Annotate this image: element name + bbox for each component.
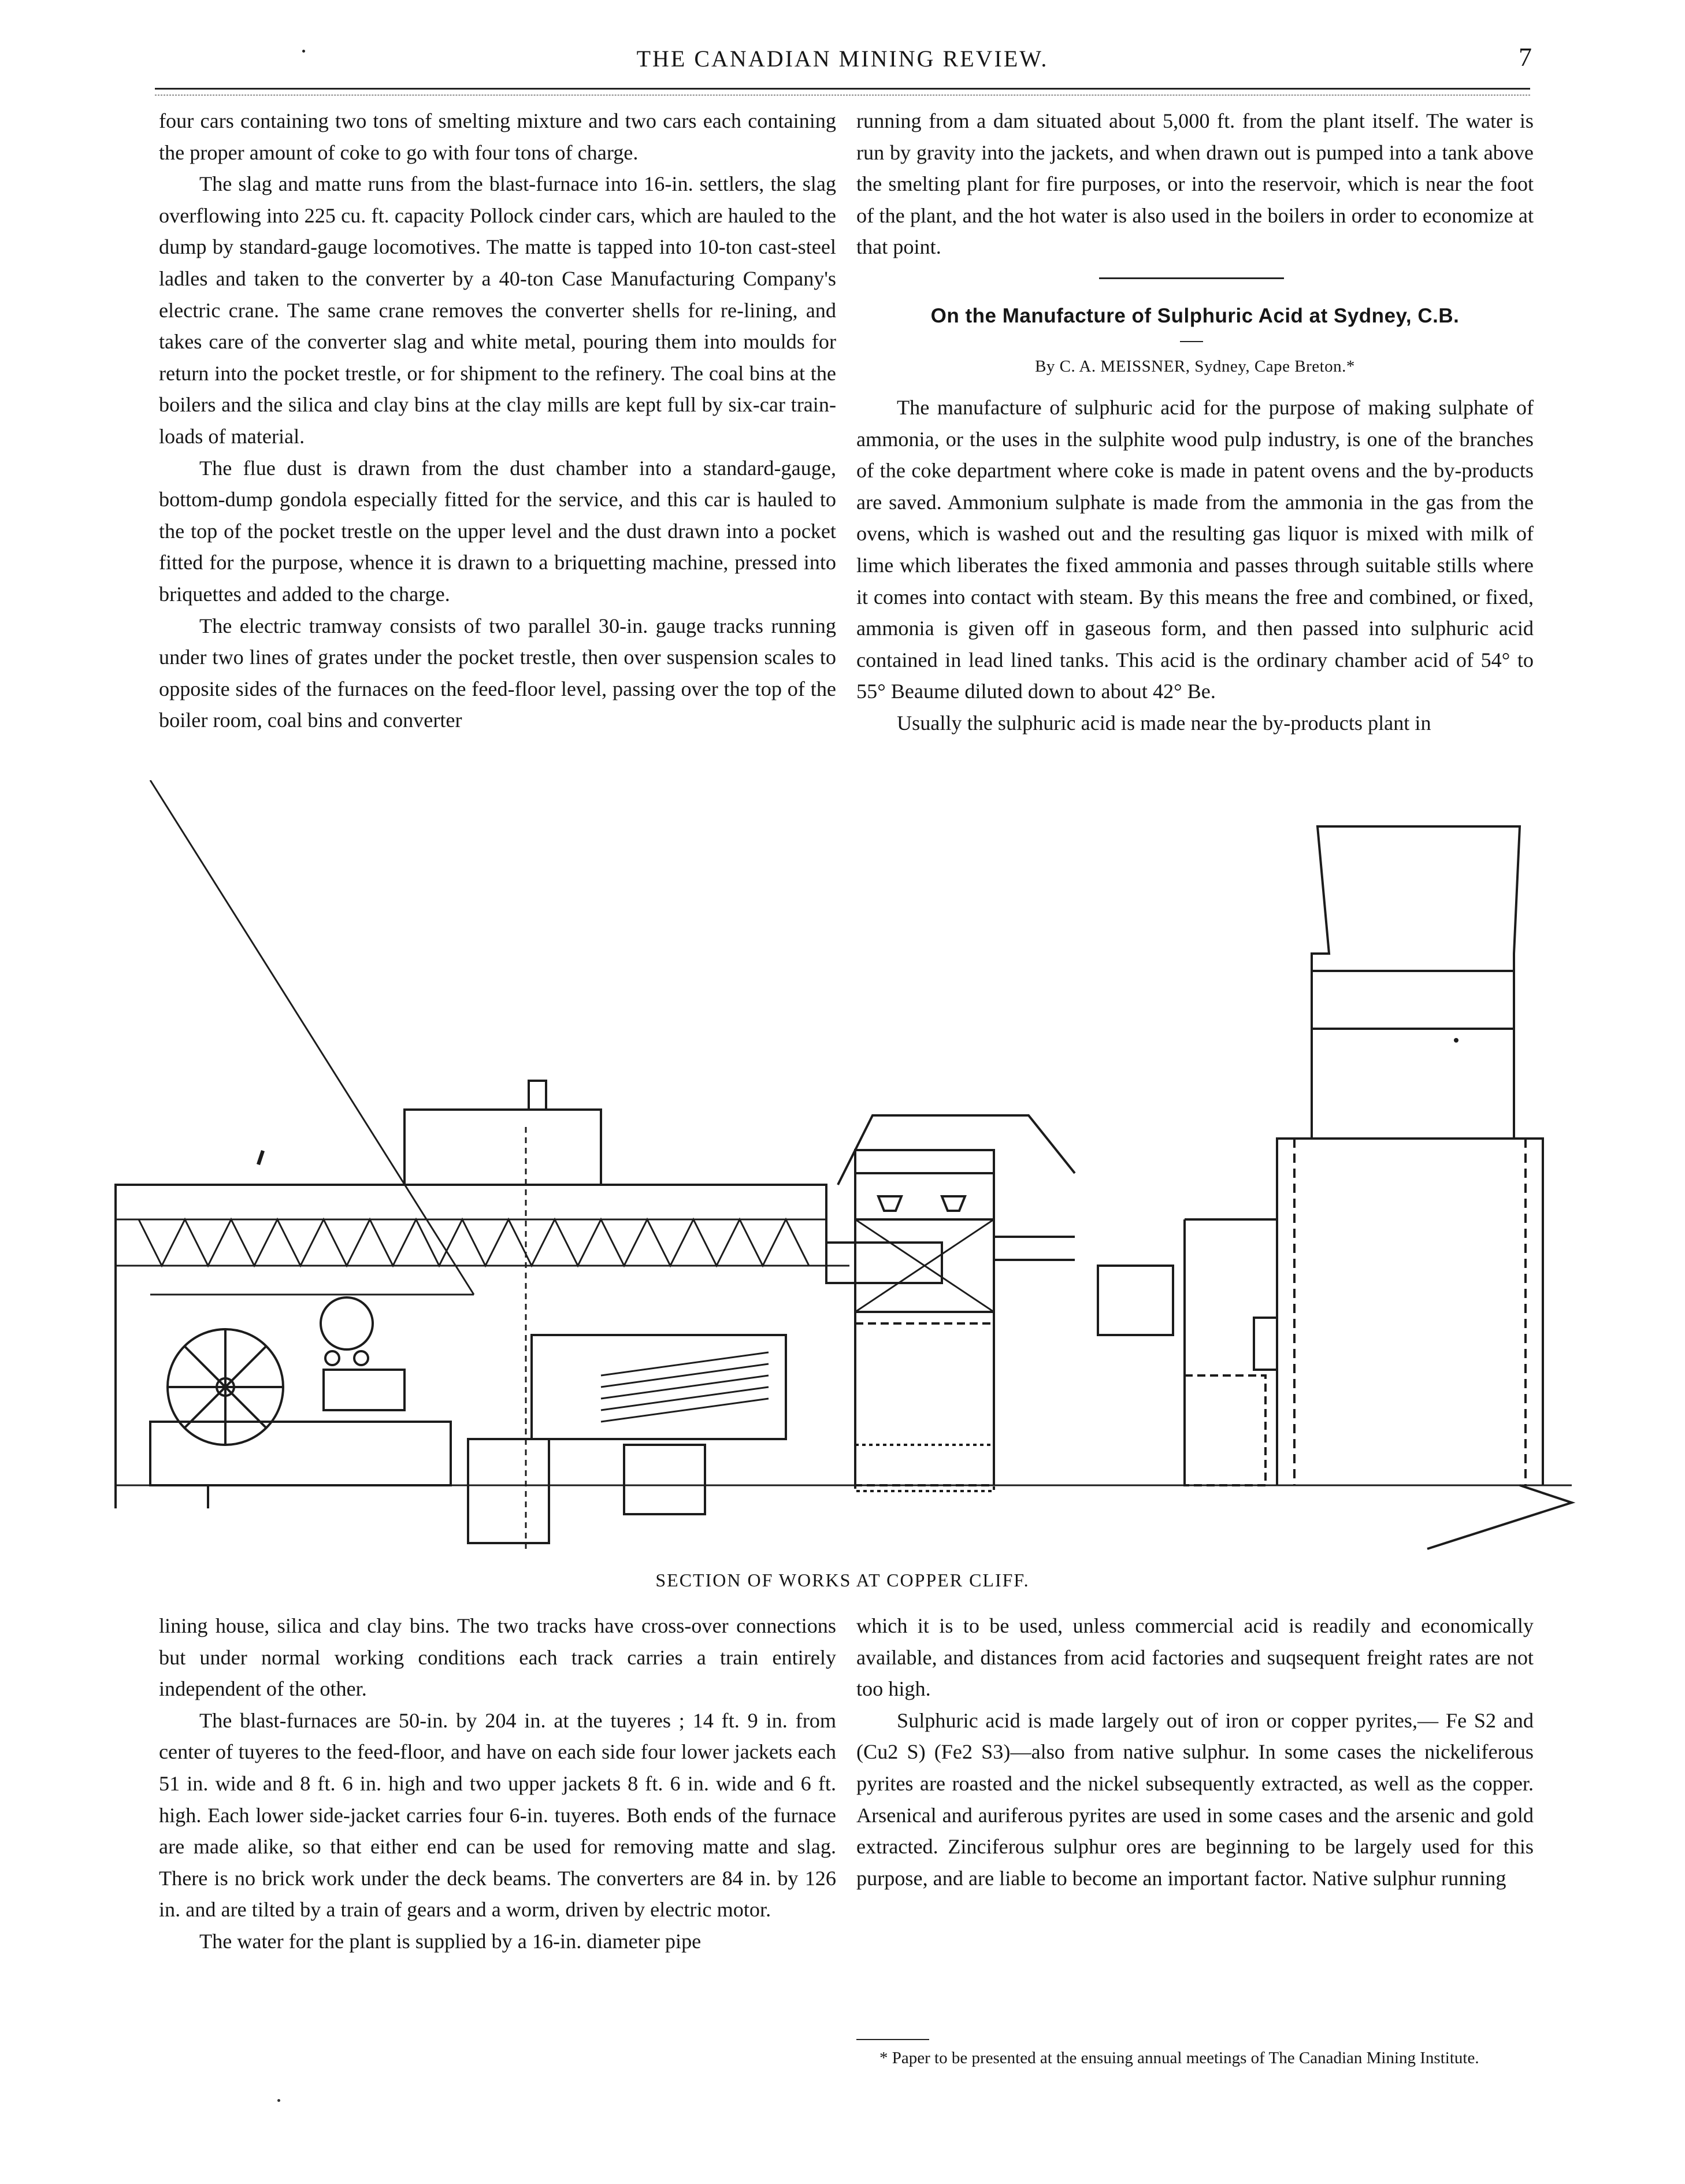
section-divider: [1099, 277, 1284, 279]
pen-mark: [257, 1150, 265, 1165]
article-title: On the Manufacture of Sulphuric Acid at Sydney, C.B.: [930, 305, 1460, 327]
ash-pit: [624, 1445, 705, 1514]
roof-monitor: [404, 1110, 601, 1185]
left-building: [116, 1185, 826, 1508]
paragraph: which it is to be used, unless commercial acid is readily and economically available, and distances from acid factories and suqsequent freight rates are not too high.: [856, 1614, 1534, 1701]
crane-rail: [150, 780, 474, 1295]
roof-truss: [116, 1219, 849, 1266]
title-divider: [1180, 341, 1203, 342]
paragraph: The blast-furnaces are 50-in. by 204 in. at the tuyeres ; 14 ft. 9 in. from center of tuyeres to the feed-floor, and have on each side four lower jackets each 51 in. wide and 8 ft. 6 in. high and two upper jackets 8 ft. 6 in. wide and 6 ft. high. Each lower side-jacket carries four 6-in. tuyeres. Both ends of the furnace are made alike, so that either end can be used for removing matte and slag. There is no brick work under the deck beams. The converters are 84 in. by 126 in. and are tilted by a train of gears and a worm, driven by electric motor.: [159, 1708, 836, 1922]
section-of-works-drawing: [104, 780, 1595, 1555]
paragraph: The water for the plant is supplied by a 16-in. diameter pipe: [199, 1929, 702, 1953]
left-foundation: [208, 1485, 428, 1508]
header-rule: [155, 88, 1530, 90]
paragraph: The electric tramway consists of two parallel 30-in. gauge tracks running under two lines of grates under the pocket trestle, then over suspension scales to opposite sides of the furnaces on the feed-floor level, passing over the top of the boiler room, coal bins and converter: [159, 614, 836, 732]
article-byline: By C. A. MEISSNER, Sydney, Cape Breton.*: [1035, 357, 1355, 376]
footnote-rule: [856, 2039, 929, 2040]
converter-shell: [321, 1297, 373, 1349]
flue-bridge: [826, 1243, 942, 1283]
paragraph: The flue dust is drawn from the dust chamber into a standard-gauge, bottom-dump gondola especially fitted for the service, and this car is hauled to the top of the pocket trestle on the upper level and the dust drawn into a pocket fitted for the purpose, whence it is drawn to a briquetting machine, pressed into briquettes and added to the charge.: [159, 456, 836, 606]
dust-chamber: [1098, 1219, 1277, 1485]
page-speck: [277, 2099, 280, 2102]
chimney-dot: [1454, 1038, 1458, 1043]
paragraph: four cars containing two tons of smelting mixture and two cars each containing the proper amount of coke to go with four tons of charge.: [159, 109, 836, 164]
engine-cylinder: [324, 1370, 404, 1410]
furnace-foundation: [468, 1439, 549, 1543]
stack-vent: [529, 1081, 546, 1110]
paragraph: Usually the sulphuric acid is made near the by-products plant in: [897, 711, 1431, 735]
paragraph: running from a dam situated about 5,000 ft. from the plant itself. The water is run by gravity into the jackets, and when drawn out is pumped into a tank above the smelting plant for fire purposes, or into the reservoir, which is near the foot of the plant, and the hot water is also used in the boilers in order to economize at that point.: [856, 109, 1534, 259]
boiler-tubes: [601, 1352, 769, 1422]
engine-bed: [150, 1422, 451, 1485]
left-column-bottom: [159, 1610, 836, 1957]
paragraph: Sulphuric acid is made largely out of iron or copper pyrites,— Fe S2 and (Cu2 S) (Fe2 S3)—also from native sulphur. In some cases the nickeliferous pyrites are roasted and the nickel subsequently extracted, as well as the copper. Arsenical and auriferous pyrites are used in some cases and the arsenic and gold extracted. Zinciferous sulphur ores are beginning to be largely used for this purpose, and are liable to become an important factor. Native sulphur running: [856, 1708, 1534, 1890]
right-column-top: [856, 105, 1534, 263]
footnote: * Paper to be presented at the ensuing annual meetings of The Canadian Mining Institute.: [879, 2049, 1479, 2067]
figure-caption: SECTION OF WORKS AT COPPER CLIFF.: [655, 1570, 1030, 1590]
boiler: [532, 1335, 786, 1439]
page-number: 7: [1519, 42, 1532, 72]
chimney-stack: [1277, 826, 1572, 1549]
right-column-bottom: [856, 1610, 1534, 1894]
paragraph: The slag and matte runs from the blast-furnace into 16-in. settlers, the slag overflowing into 225 cu. ft. capacity Pollock cinder cars, which are hauled to the dump by standard-gauge locomotives. The matte is tapped into 10-ton cast-steel ladles and taken to the converter by a 40-ton Case Manufacturing Company's electric crane. The same crane removes the converter shells for re-lining, and takes care of the converter slag and white metal, pouring them into moulds for return into the pocket trestle, or for shipment to the refinery. The coal bins at the boilers and the silica and clay bins at the clay mills are kept full by six-car train-loads of material.: [159, 172, 836, 448]
right-column-top-body: [856, 392, 1534, 739]
paragraph: The manufacture of sulphuric acid for the purpose of making sulphate of ammonia, or the uses in the sulphite wood pulp industry, is one of the branches of the coke department where coke is made in patent ovens and the by-products are saved. Ammonium sulphate is made from the ammonia in the gas from the ovens, which is washed out and the resulting gas liquor is mixed with milk of lime which liberates the fixed ammonia and passes through suitable stills where it comes into contact with steam. By this means the free and combined, or fixed, ammonia is given off in gaseous form, and then passed into sulphuric acid contained in lead lined tanks. This acid is the ordinary chamber acid of 54° to 55° Beaume diluted down to about 42° Be.: [856, 396, 1534, 703]
paragraph: lining house, silica and clay bins. The two tracks have cross-over connections but under normal working conditions each track carries a train entirely independent of the other.: [159, 1614, 836, 1701]
running-header-title: THE CANADIAN MINING REVIEW.: [636, 46, 1049, 72]
left-column-top: [159, 105, 836, 736]
ore-bin-tower: [838, 1115, 1075, 1485]
flywheel: [168, 1329, 283, 1445]
